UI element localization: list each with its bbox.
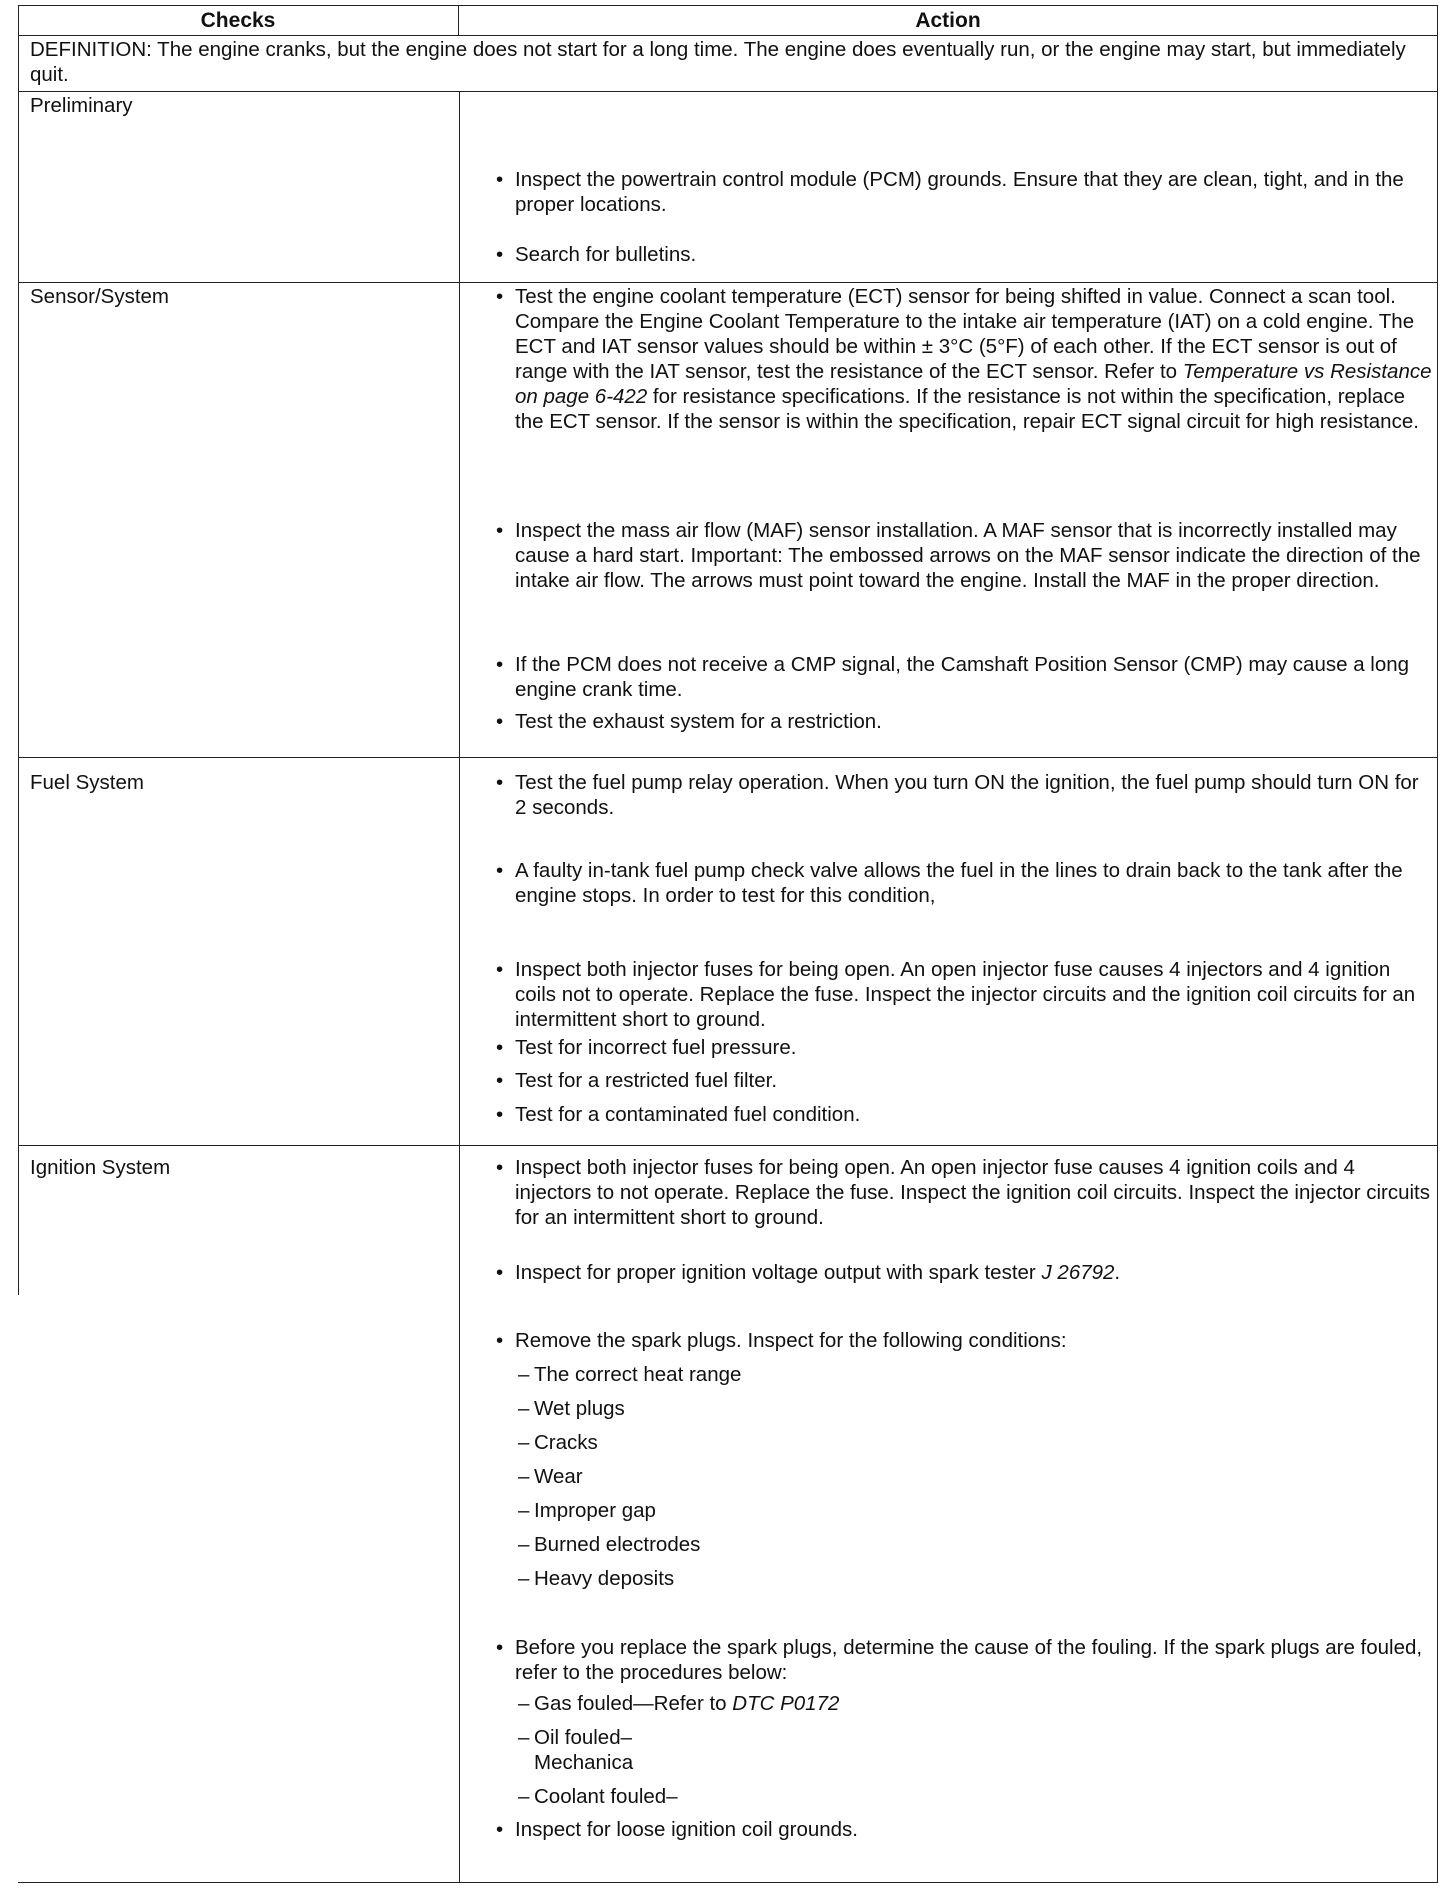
rule-left (18, 5, 19, 1295)
rule-column-divider (459, 91, 460, 1882)
condition-item: – Improper gap (518, 1499, 656, 1522)
check-fuel-system: Fuel System (30, 771, 144, 794)
action-item: • Inspect both injector fuses for being open. An open injector fuse causes 4 injectors and 4 ignition coils not to operate. Replace the fuse. Inspect the injector circuits and the ignition coil circuits for an intermittent short to ground. (496, 958, 1416, 1031)
reference-link: Temperature vs Resistance on page 6-422 (515, 360, 1432, 408)
action-item: • Test for a restricted fuel filter. (496, 1069, 778, 1092)
check-ignition-system: Ignition System (30, 1156, 171, 1179)
troubleshooting-table (18, 5, 1438, 1883)
check-preliminary: Preliminary (30, 94, 133, 117)
rule-bottom (18, 1882, 1438, 1883)
action-item: • Inspect both injector fuses for being open. An open injector fuse causes 4 ignition coils and 4 injectors to not operate. Replace the fuse. Inspect the ignition coil circuits. Inspect the injector circuits for an intermittent short to ground. (496, 1156, 1430, 1229)
rule-header (18, 35, 1438, 36)
fouling-item: – Gas fouled—Refer to DTC P0172 (518, 1692, 840, 1715)
rule-definition (18, 91, 1438, 92)
rule-fuel (18, 1145, 1438, 1146)
fouling-item: – Oil fouled– (518, 1726, 633, 1749)
fouling-item-continued: Mechanica (534, 1751, 634, 1774)
action-item: • Inspect the powertrain control module (PCM) grounds. Ensure that they are clean, tight, and in the proper locations. (496, 168, 1404, 216)
definition-text: DEFINITION: The engine cranks, but the engine does not start for a long time. The engine does eventually run, or the engine may start, but immediately quit. (30, 38, 1406, 86)
action-item: • Test the engine coolant temperature (ECT) sensor for being shifted in value. Connect a scan tool. Compare the Engine Coolant Temperature to the intake air temperature (IAT) on a cold engine. The ECT and IAT sensor values should be within ± 3°C (5°F) of each other. If the ECT sensor is out of range with the IAT sensor, test the resistance of the ECT sensor. Refer to Temperature vs Resistance on page 6-422 for resistance specifications. If the resistance is not within the specification, replace the ECT sensor. If the sensor is within the specification, repair ECT signal circuit for high resistance. (496, 285, 1432, 433)
action-item: • Before you replace the spark plugs, determine the cause of the fouling. If the spark plugs are fouled, refer to the procedures below: (496, 1636, 1423, 1684)
header-action: Action (915, 9, 981, 32)
check-sensor-system: Sensor/System (30, 285, 169, 308)
condition-item: – Wear (518, 1465, 583, 1488)
action-item: • Inspect the mass air flow (MAF) sensor installation. A MAF sensor that is incorrectly installed may cause a hard start. Important: The embossed arrows on the MAF sensor indicate the direction of the intake air flow. The arrows must point toward the engine. Install the MAF in the proper direction. (496, 519, 1421, 592)
action-item: • Remove the spark plugs. Inspect for the following conditions: (496, 1329, 1067, 1352)
action-item: • Test the exhaust system for a restriction. (496, 710, 882, 733)
action-item: • Search for bulletins. (496, 243, 697, 266)
fouling-item: – Coolant fouled– (518, 1785, 678, 1808)
rule-right (1437, 5, 1438, 1883)
rule-top (18, 5, 1438, 6)
action-item: • Test for a contaminated fuel condition. (496, 1103, 861, 1126)
dtc-reference: DTC P0172 (732, 1692, 840, 1715)
header-checks: Checks (200, 9, 276, 32)
tool-reference: J 26792 (1041, 1261, 1115, 1284)
action-item: • Inspect for proper ignition voltage output with spark tester J 26792. (496, 1261, 1121, 1284)
action-item: • Inspect for loose ignition coil grounds. (496, 1818, 859, 1841)
condition-item: – The correct heat range (518, 1363, 742, 1386)
action-item: • If the PCM does not receive a CMP signal, the Camshaft Position Sensor (CMP) may cause a long engine crank time. (496, 653, 1410, 701)
rule-preliminary (18, 282, 1438, 283)
condition-item: – Wet plugs (518, 1397, 625, 1420)
action-item: • Test for incorrect fuel pressure. (496, 1036, 797, 1059)
rule-sensor (18, 757, 1438, 758)
condition-item: – Heavy deposits (518, 1567, 675, 1590)
action-item: • Test the fuel pump relay operation. When you turn ON the ignition, the fuel pump should turn ON for 2 seconds. (496, 771, 1419, 819)
action-item: • A faulty in-tank fuel pump check valve allows the fuel in the lines to drain back to the tank after the engine stops. In order to test for this condition, (496, 859, 1403, 907)
condition-item: – Burned electrodes (518, 1533, 701, 1556)
condition-item: – Cracks (518, 1431, 598, 1454)
